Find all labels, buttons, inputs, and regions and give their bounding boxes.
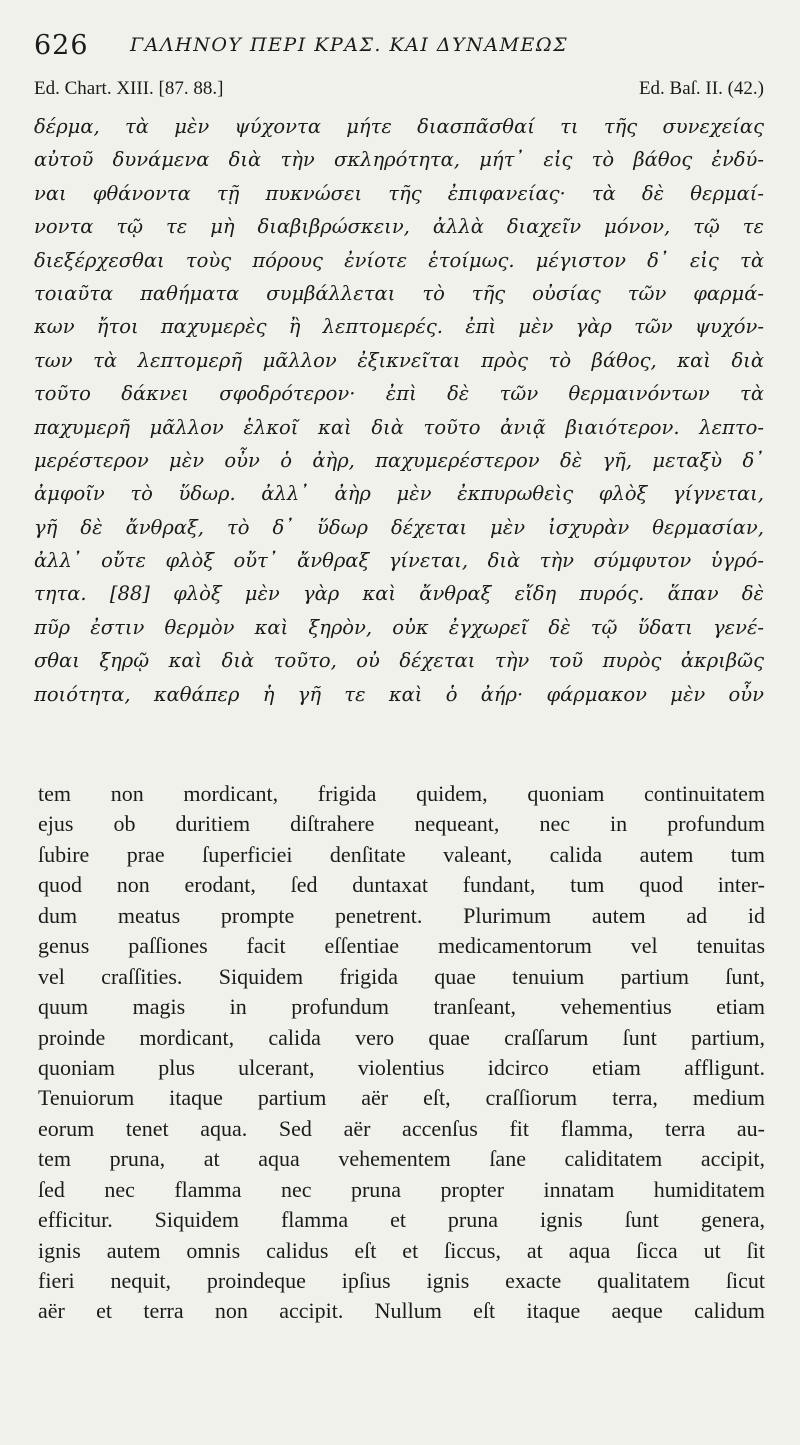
latin-text-line: Tenuiorum itaque partium aër eſt, craſſiorum terra, medium	[38, 1085, 765, 1111]
latin-text-block	[38, 779, 765, 1327]
greek-text-line: τητα. [88] φλὸξ μὲν γὰρ καὶ ἄνθραξ εἴδη πυρός. ἅπαν δὲ	[34, 582, 764, 606]
latin-text-line: fieri nequit, proindeque ipſius ignis exacte qualitatem ſicut	[38, 1268, 765, 1293]
latin-text-line: aër et terra non accipit. Nullum eſt itaque aeque calidum	[38, 1298, 765, 1324]
edition-basel-reference: Ed. Baſ. II. (42.)	[638, 78, 764, 99]
greek-text-line: ναι φθάνοντα τῇ πυκνώσει τῆς ἐπιφανείας· τὰ δὲ θερμαί-	[34, 181, 764, 205]
latin-text-line: proinde mordicant, calida vero quae craſſarum ſunt partium,	[38, 1024, 765, 1050]
greek-text-line: κων ἤτοι παχυμερὲς ἢ λεπτομερές. ἐπὶ μὲν γὰρ τῶν ψυχόν-	[34, 315, 764, 339]
greek-text-line: των τὰ λεπτομερῆ μᾶλλον ἐξικνεῖται πρὸς τὸ βάθος, καὶ διὰ	[34, 348, 764, 372]
greek-text-line: τοιαῦτα παθήματα συμβάλλεται τὸ τῆς οὐσίας τῶν φαρμά-	[34, 281, 764, 305]
page-number: 626	[34, 30, 89, 61]
latin-text-line: ignis autem omnis calidus eſt et ſiccus, at aqua ſicca ut ſit	[38, 1237, 765, 1263]
latin-text-line: quod non erodant, ſed duntaxat fundant, tum quod inter-	[38, 872, 765, 898]
greek-text-line: γῆ δὲ ἄνθραξ, τὸ δ᾽ ὕδωρ δέχεται μὲν ἰσχυρὰν θερμασίαν,	[34, 515, 764, 539]
greek-text-line: νοντα τῷ τε μὴ διαβιβρώσκειν, ἀλλὰ διαχεῖν μόνον, τῷ τε	[34, 215, 764, 239]
edition-reference-line	[34, 78, 764, 104]
latin-text-line: ejus ob duritiem diſtrahere nequeant, nec in profundum	[38, 811, 765, 837]
latin-text-line: ſubire prae ſuperficiei denſitate valeant, calida autem tum	[38, 841, 765, 867]
greek-text-line: αὐτοῦ δυνάμενα διὰ τὴν σκληρότητα, μήτ᾽ εἰς τὸ βάθος ἐνδύ-	[34, 148, 764, 172]
greek-text-line: μερέστερον μὲν οὖν ὁ ἀὴρ, παχυμερέστερον δὲ γῆ, μεταξὺ δ᾽	[34, 448, 764, 472]
latin-text-line: tem non mordicant, frigida quidem, quoniam continuitatem	[38, 781, 765, 806]
latin-text-line: quoniam plus ulcerant, violentius idcirco etiam affligunt.	[38, 1054, 765, 1080]
greek-text-block	[34, 110, 764, 711]
greek-text-line: ἀμφοῖν τὸ ὕδωρ. ἀλλ᾽ ἀὴρ μὲν ἐκπυρωθεὶς φλὸξ γίγνεται,	[34, 482, 764, 506]
latin-text-line: ſed nec flamma nec pruna propter innatam humiditatem	[38, 1176, 765, 1202]
latin-text-line: efficitur. Siquidem flamma et pruna ignis ſunt genera,	[38, 1207, 765, 1233]
latin-text-line: vel craſſities. Siquidem frigida quae tenuium partium ſunt,	[38, 963, 765, 989]
latin-text-line: eorum tenet aqua. Sed aër accenſus fit flamma, terra au-	[38, 1115, 765, 1141]
latin-text-line: genus paſſiones facit eſſentiae medicamentorum vel tenuitas	[38, 933, 765, 959]
latin-text-line: dum meatus prompte penetrent. Plurimum autem ad id	[38, 902, 765, 928]
greek-text-line: ἀλλ᾽ οὔτε φλὸξ οὔτ᾽ ἄνθραξ γίνεται, διὰ τὴν σύμφυτον ὑγρό-	[34, 549, 764, 573]
running-title: ΓΑΛΗΝΟΥ ΠΕΡΙ ΚΡΑΣ. ΚΑΙ ΔΥΝΑΜΕΩΣ	[130, 34, 569, 56]
latin-text-line: tem pruna, at aqua vehementem ſane caliditatem accipit,	[38, 1146, 765, 1172]
greek-text-line: τοῦτο δάκνει σφοδρότερον· ἐπὶ δὲ τῶν θερμαινόντων τὰ	[34, 382, 764, 406]
greek-text-line: πῦρ ἐστιν θερμὸν καὶ ξηρὸν, οὐκ ἐγχωρεῖ δὲ τῷ ὕδατι γενέ-	[34, 615, 764, 639]
greek-text-line: σθαι ξηρῷ καὶ διὰ τοῦτο, οὐ δέχεται τὴν τοῦ πυρὸς ἀκριβῶς	[34, 649, 764, 673]
greek-text-line: ποιότητα, καθάπερ ἡ γῆ τε καὶ ὁ ἀήρ· φάρμακον μὲν οὖν	[34, 682, 764, 706]
latin-text-line: quum magis in profundum tranſeant, vehementius etiam	[38, 994, 765, 1020]
running-head	[34, 30, 764, 70]
edition-chart-reference: Ed. Chart. XIII. [87. 88.]	[34, 78, 224, 99]
greek-text-line: παχυμερῆ μᾶλλον ἑλκοῖ καὶ διὰ τοῦτο ἀνιᾷ βιαιότερον. λεπτο-	[34, 415, 764, 439]
greek-text-line: διεξέρχεσθαι τοὺς πόρους ἐνίοτε ἑτοίμως. μέγιστον δ᾽ εἰς τὰ	[34, 248, 764, 272]
greek-text-line: δέρμα, τὰ μὲν ψύχοντα μήτε διασπᾶσθαί τι τῆς συνεχείας	[34, 115, 764, 138]
